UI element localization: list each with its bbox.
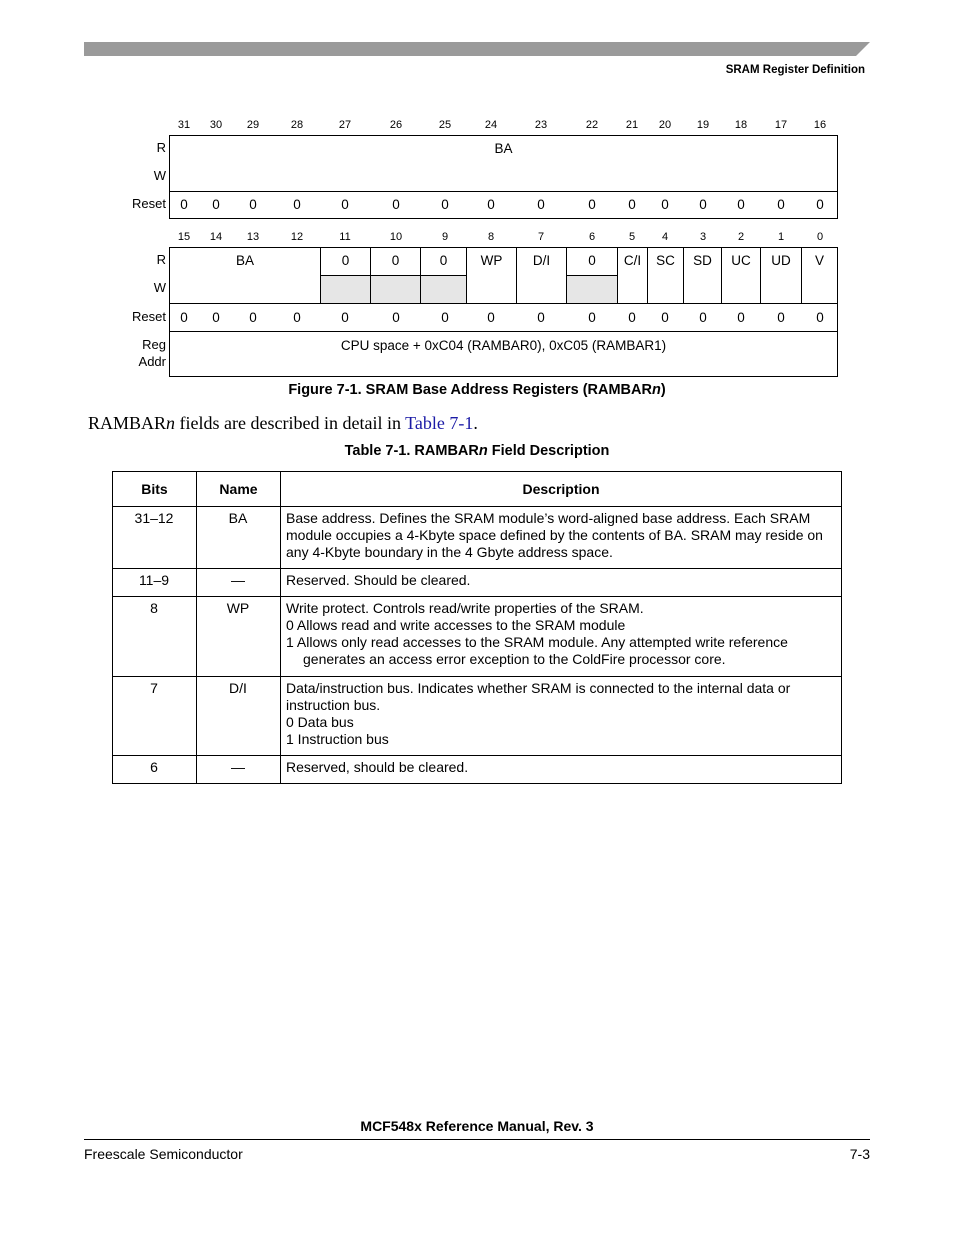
table-row bbox=[113, 507, 842, 569]
reset-value: 0 bbox=[249, 197, 257, 212]
reset-value: 0 bbox=[180, 310, 188, 325]
reset-value: 0 bbox=[699, 310, 707, 325]
bit-number: 11 bbox=[339, 231, 351, 243]
register-field bbox=[801, 247, 838, 304]
register-field bbox=[647, 247, 684, 304]
name-value: BA bbox=[228, 510, 248, 526]
reset-value: 0 bbox=[816, 197, 824, 212]
footer-manual-title: MCF548x Reference Manual, Rev. 3 bbox=[360, 1118, 594, 1134]
register-field bbox=[516, 247, 567, 304]
header-bits: Bits bbox=[113, 472, 197, 507]
row-label-reg: Reg bbox=[142, 337, 166, 352]
bit-number: 26 bbox=[389, 119, 403, 131]
register-field-label: UC bbox=[731, 253, 751, 268]
reset-value: 0 bbox=[661, 310, 669, 325]
bit-number: 24 bbox=[484, 119, 498, 131]
description-line: 0 Data bus bbox=[286, 714, 354, 730]
reset-value: 0 bbox=[392, 197, 400, 212]
cell-name bbox=[197, 756, 281, 784]
name-value: WP bbox=[226, 600, 250, 616]
register-field bbox=[721, 247, 761, 304]
section-title: SRAM Register Definition bbox=[725, 64, 865, 76]
table-row bbox=[113, 597, 842, 677]
header-name: Name bbox=[197, 472, 281, 507]
reserved-write-cell bbox=[320, 275, 371, 304]
bit-number: 13 bbox=[246, 231, 260, 243]
reserved-write-cell bbox=[420, 275, 467, 304]
bit-number: 10 bbox=[389, 231, 403, 243]
reset-value: 0 bbox=[777, 197, 785, 212]
description-line: 1 Instruction bus bbox=[286, 731, 389, 747]
bit-number: 2 bbox=[737, 231, 745, 243]
name-value: D/I bbox=[229, 680, 247, 696]
register-field-label: UD bbox=[771, 253, 791, 268]
register-field-label: C/I bbox=[623, 253, 642, 268]
table-row bbox=[113, 756, 842, 784]
reserved-write-cell bbox=[370, 275, 421, 304]
row-label-r-upper: R bbox=[156, 140, 166, 155]
bit-number: 1 bbox=[777, 231, 785, 243]
cell-name bbox=[197, 677, 281, 756]
reset-value: 0 bbox=[293, 197, 301, 212]
reset-value: 0 bbox=[628, 310, 636, 325]
reset-value: 0 bbox=[341, 197, 349, 212]
footer-rule bbox=[84, 1139, 870, 1140]
reserved-write-cell bbox=[566, 275, 618, 304]
cell-bits bbox=[113, 597, 197, 677]
field-ba-upper bbox=[169, 135, 838, 192]
bit-number: 7 bbox=[537, 231, 545, 243]
row-label-reset-lower: Reset bbox=[132, 309, 166, 324]
bit-number: 12 bbox=[290, 231, 304, 243]
register-field-label: V bbox=[814, 253, 824, 268]
header-bar bbox=[84, 42, 870, 56]
reset-value: 0 bbox=[180, 197, 188, 212]
bit-number: 0 bbox=[816, 231, 824, 243]
table-row bbox=[113, 677, 842, 756]
bits-value: 8 bbox=[150, 600, 158, 616]
register-field-label: 0 bbox=[439, 253, 448, 268]
cell-description bbox=[281, 507, 842, 569]
footer-page-number: 7-3 bbox=[849, 1146, 870, 1162]
bit-number: 23 bbox=[534, 119, 548, 131]
bit-number: 28 bbox=[290, 119, 304, 131]
reset-value: 0 bbox=[777, 310, 785, 325]
reset-value: 0 bbox=[588, 197, 596, 212]
row-label-reset-upper: Reset bbox=[132, 196, 166, 211]
bit-number: 31 bbox=[177, 119, 191, 131]
reset-value: 0 bbox=[212, 310, 220, 325]
bit-number: 3 bbox=[699, 231, 707, 243]
description-text bbox=[281, 597, 841, 674]
register-field bbox=[617, 247, 648, 304]
reset-value: 0 bbox=[487, 310, 495, 325]
reset-value: 0 bbox=[816, 310, 824, 325]
table-caption: Table 7-1. RAMBARn Field Description bbox=[344, 443, 610, 459]
register-field bbox=[169, 247, 321, 304]
bit-number: 18 bbox=[734, 119, 748, 131]
reg-addr-text: CPU space + 0xC04 (RAMBAR0), 0xC05 (RAMBAR1) bbox=[340, 338, 667, 353]
bit-number: 5 bbox=[628, 231, 636, 243]
reset-value: 0 bbox=[487, 197, 495, 212]
reset-value: 0 bbox=[628, 197, 636, 212]
bit-number: 4 bbox=[661, 231, 669, 243]
figure-caption: Figure 7-1. SRAM Base Address Registers (RAMBARn) bbox=[288, 382, 666, 398]
reset-value: 0 bbox=[293, 310, 301, 325]
bits-value: 6 bbox=[150, 759, 158, 775]
bit-number: 20 bbox=[658, 119, 672, 131]
description-text bbox=[281, 507, 841, 567]
bits-value: 7 bbox=[150, 680, 158, 696]
register-field-label: D/I bbox=[532, 253, 551, 268]
reset-value: 0 bbox=[441, 310, 449, 325]
description-line: 0 Allows read and write accesses to the SRAM module bbox=[286, 617, 626, 633]
register-field-label: 0 bbox=[588, 253, 596, 268]
field-ba-upper-label: BA bbox=[494, 141, 513, 156]
bit-number: 19 bbox=[696, 119, 710, 131]
register-field bbox=[683, 247, 722, 304]
cell-description bbox=[281, 569, 842, 597]
bit-number: 22 bbox=[585, 119, 599, 131]
register-field-label: 0 bbox=[341, 253, 350, 268]
reset-value: 0 bbox=[212, 197, 220, 212]
cell-description bbox=[281, 677, 842, 756]
bit-number: 9 bbox=[441, 231, 449, 243]
bit-number: 25 bbox=[438, 119, 452, 131]
description-line: 1 Allows only read accesses to the SRAM module. Any attempted write reference generates an access error exception to the ColdFire processor core. bbox=[286, 634, 788, 667]
reset-value: 0 bbox=[249, 310, 257, 325]
cell-name bbox=[197, 597, 281, 677]
register-field-label: SC bbox=[656, 253, 675, 268]
reg-addr-box bbox=[169, 331, 838, 377]
footer-company: Freescale Semiconductor bbox=[84, 1146, 243, 1162]
header-description: Description bbox=[281, 472, 842, 507]
bit-number: 21 bbox=[625, 119, 639, 131]
register-field-label: SD bbox=[693, 253, 712, 268]
table-header-row bbox=[113, 472, 842, 507]
reset-value: 0 bbox=[661, 197, 669, 212]
table-row bbox=[113, 569, 842, 597]
name-value: — bbox=[231, 572, 245, 588]
reset-value: 0 bbox=[588, 310, 596, 325]
description-line: Base address. Defines the SRAM module’s word-aligned base address. Each SRAM module occupies a 4-Kbyte space defined by the contents of BA. SRAM may reside on any 4-Kbyte boundary in the 4 Gbyte address space. bbox=[286, 510, 823, 560]
cell-description bbox=[281, 597, 842, 677]
cell-bits bbox=[113, 677, 197, 756]
cell-description bbox=[281, 756, 842, 784]
name-value: — bbox=[231, 759, 245, 775]
bits-value: 31–12 bbox=[134, 510, 174, 526]
bit-number: 27 bbox=[338, 119, 352, 131]
description-text bbox=[281, 677, 841, 754]
description-line: Write protect. Controls read/write properties of the SRAM. bbox=[286, 600, 644, 616]
reset-value: 0 bbox=[537, 310, 545, 325]
body-paragraph: RAMBARn fields are described in detail in Table 7-1. bbox=[88, 413, 478, 433]
row-label-r-lower: R bbox=[156, 252, 166, 267]
bit-number: 30 bbox=[209, 119, 223, 131]
bit-number: 17 bbox=[774, 119, 788, 131]
reset-value: 0 bbox=[537, 197, 545, 212]
bit-number: 8 bbox=[487, 231, 495, 243]
cell-bits bbox=[113, 756, 197, 784]
description-line: Data/instruction bus. Indicates whether SRAM is connected to the internal data or instruction bus. bbox=[286, 680, 791, 713]
bits-value: 11–9 bbox=[138, 572, 170, 588]
description-line: Reserved. Should be cleared. bbox=[286, 572, 471, 588]
reset-value: 0 bbox=[341, 310, 349, 325]
register-field bbox=[760, 247, 802, 304]
reset-value: 0 bbox=[392, 310, 400, 325]
row-label-w-upper: W bbox=[153, 168, 166, 183]
field-description-table bbox=[112, 471, 842, 784]
reset-value: 0 bbox=[737, 310, 745, 325]
description-text bbox=[281, 569, 841, 595]
cell-bits bbox=[113, 569, 197, 597]
register-field-label: WP bbox=[480, 253, 503, 268]
description-line: Reserved, should be cleared. bbox=[286, 759, 469, 775]
reset-value: 0 bbox=[441, 197, 449, 212]
cell-name bbox=[197, 507, 281, 569]
row-label-addr: Addr bbox=[138, 354, 166, 369]
register-field-label: 0 bbox=[391, 253, 400, 268]
bit-number: 29 bbox=[246, 119, 260, 131]
table-link[interactable]: Table 7-1 bbox=[405, 413, 474, 433]
register-field-label: BA bbox=[235, 253, 254, 268]
register-field bbox=[466, 247, 517, 304]
bit-number: 14 bbox=[209, 231, 223, 243]
description-text bbox=[281, 756, 841, 782]
cell-name bbox=[197, 569, 281, 597]
reset-value: 0 bbox=[737, 197, 745, 212]
reset-value: 0 bbox=[699, 197, 707, 212]
bit-number: 16 bbox=[813, 119, 827, 131]
bit-number: 15 bbox=[177, 231, 191, 243]
bit-number: 6 bbox=[588, 231, 596, 243]
row-label-w-lower: W bbox=[153, 280, 166, 295]
cell-bits bbox=[113, 507, 197, 569]
